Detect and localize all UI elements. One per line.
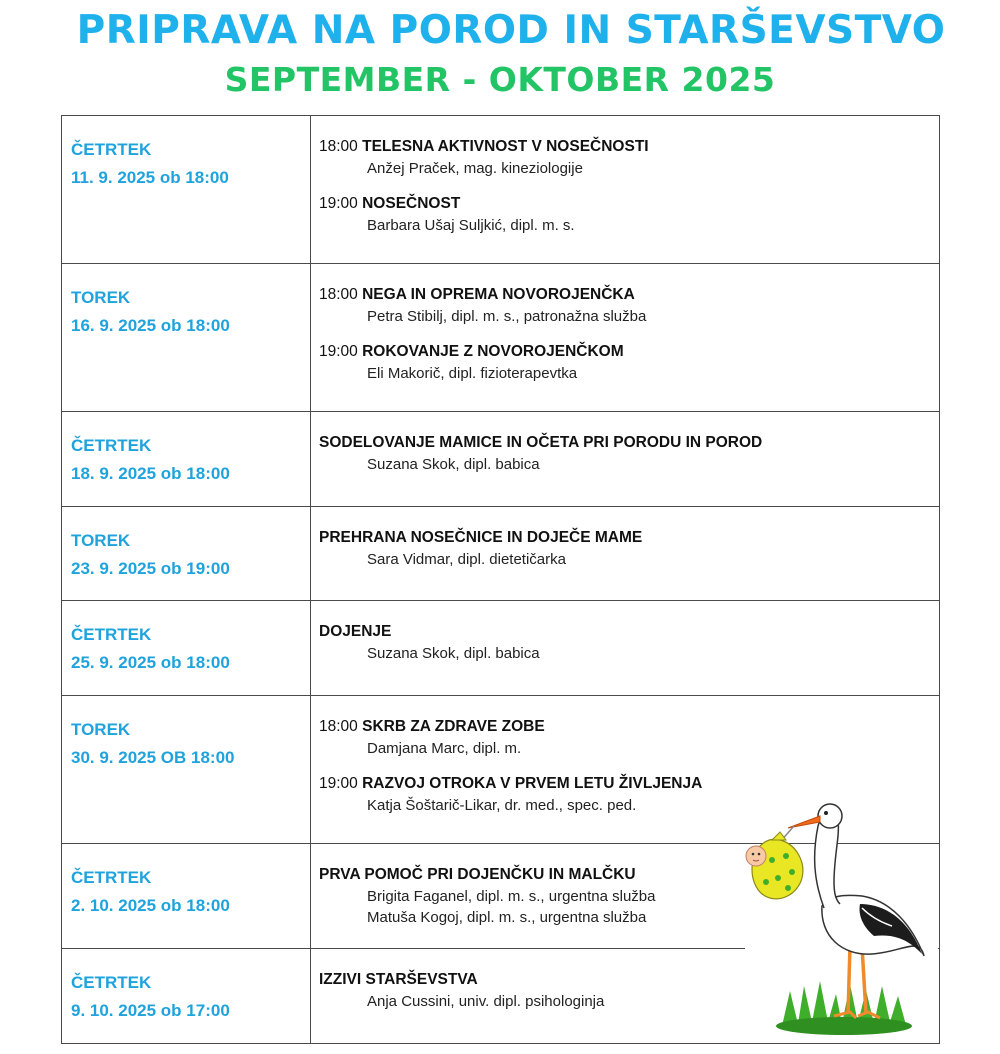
schedule-row [62, 412, 940, 507]
session-lecturer: Brigita Faganel, dipl. m. s., urgentna služba [367, 888, 656, 905]
session [319, 286, 939, 325]
session-topic: IZZIVI STARŠEVSTVA [319, 971, 478, 988]
sessions-cell [311, 116, 940, 264]
session-time: 18:00 [319, 718, 358, 735]
session [319, 138, 939, 177]
schedule-row [62, 507, 940, 601]
page-subtitle: SEPTEMBER - OKTOBER 2025 [224, 60, 776, 99]
day-name: ČETRTEK [71, 625, 152, 644]
date-cell [62, 601, 311, 696]
session-lecturer: Eli Makorič, dipl. fizioterapevtka [367, 365, 578, 382]
session-topic: PREHRANA NOSEČNICE IN DOJEČE MAME [319, 529, 643, 546]
schedule-row [62, 601, 940, 696]
session [319, 434, 939, 473]
session-time: 19:00 [319, 343, 358, 360]
session-time: 18:00 [319, 286, 358, 303]
date-cell [62, 412, 311, 507]
session-lecturer: Anja Cussini, univ. dipl. psihologinja [367, 993, 605, 1010]
session-topic: DOJENJE [319, 623, 392, 640]
day-date: 9. 10. 2025 ob 17:00 [71, 1001, 230, 1020]
day-date: 2. 10. 2025 ob 18:00 [71, 896, 230, 915]
day-date: 25. 9. 2025 ob 18:00 [71, 653, 230, 672]
date-cell [62, 264, 311, 412]
date-cell [62, 844, 311, 949]
session-lecturer: Suzana Skok, dipl. babica [367, 456, 540, 473]
session [319, 718, 939, 757]
session-topic: NOSEČNOST [362, 195, 461, 212]
day-name: TOREK [71, 720, 131, 739]
session-topic: NEGA IN OPREMA NOVOROJENČKA [362, 286, 635, 303]
date-cell [62, 696, 311, 844]
day-name: ČETRTEK [71, 436, 152, 455]
session-topic: SODELOVANJE MAMICE IN OČETA PRI PORODU IN POROD [319, 434, 763, 451]
date-cell [62, 116, 311, 264]
day-date: 23. 9. 2025 ob 19:00 [71, 559, 230, 578]
session-lecturer: Suzana Skok, dipl. babica [367, 645, 540, 662]
day-date: 16. 9. 2025 ob 18:00 [71, 316, 230, 335]
schedule-row [62, 264, 940, 412]
session-lecturer: Damjana Marc, dipl. m. [367, 740, 522, 757]
day-date: 11. 9. 2025 ob 18:00 [71, 168, 229, 187]
day-name: TOREK [71, 531, 131, 550]
session-topic: SKRB ZA ZDRAVE ZOBE [362, 718, 545, 735]
session-lecturer: Katja Šoštarič-Likar, dr. med., spec. ped. [367, 797, 637, 814]
page-title: PRIPRAVA NA POROD IN STARŠEVSTVO [76, 8, 946, 53]
stork-carrying-baby-icon [742, 786, 937, 1036]
session-topic: RAZVOJ OTROKA V PRVEM LETU ŽIVLJENJA [362, 775, 703, 792]
sessions-cell [311, 601, 940, 696]
session-topic: PRVA POMOČ PRI DOJENČKU IN MALČKU [319, 866, 636, 883]
date-cell [62, 949, 311, 1044]
session-lecturer: Barbara Ušaj Suljkić, dipl. m. s. [367, 217, 575, 234]
session-lecturer: Petra Stibilj, dipl. m. s., patronažna služba [367, 308, 647, 325]
session-time: 19:00 [319, 775, 358, 792]
session [319, 623, 939, 662]
session-topic: ROKOVANJE Z NOVOROJENČKOM [362, 343, 624, 360]
day-name: ČETRTEK [71, 973, 152, 992]
session-lecturer: Anžej Praček, mag. kineziologije [367, 160, 583, 177]
day-date: 18. 9. 2025 ob 18:00 [71, 464, 230, 483]
session-topic: TELESNA AKTIVNOST V NOSEČNOSTI [362, 138, 649, 155]
session-lecturer: Sara Vidmar, dipl. dietetičarka [367, 551, 566, 568]
day-name: ČETRTEK [71, 140, 152, 159]
sessions-cell [311, 507, 940, 601]
sessions-cell [311, 264, 940, 412]
session [319, 529, 939, 568]
schedule-row [62, 116, 940, 264]
date-cell [62, 507, 311, 601]
session-lecturer: Matuša Kogoj, dipl. m. s., urgentna služba [367, 909, 647, 926]
day-name: TOREK [71, 288, 131, 307]
session [319, 195, 939, 234]
session [319, 343, 939, 382]
session-time: 18:00 [319, 138, 358, 155]
day-date: 30. 9. 2025 OB 18:00 [71, 748, 235, 767]
day-name: ČETRTEK [71, 868, 152, 887]
session-time: 19:00 [319, 195, 358, 212]
sessions-cell [311, 412, 940, 507]
